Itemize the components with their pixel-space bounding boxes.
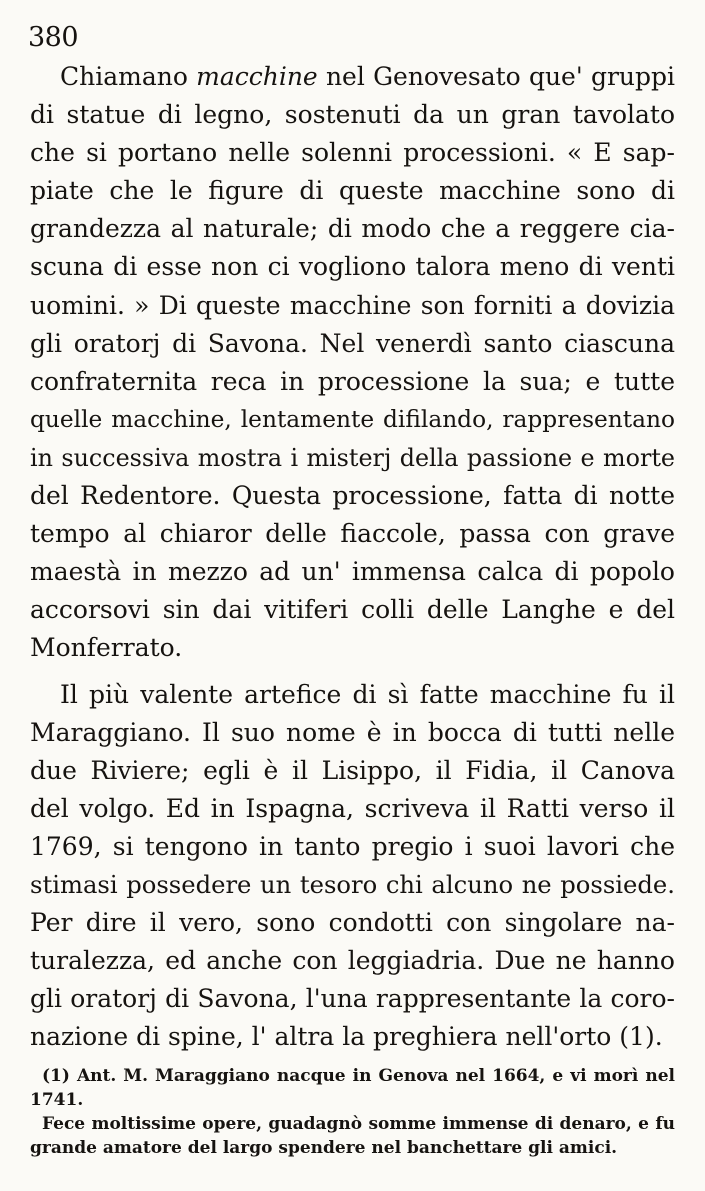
text-line: due Riviere; egli è il Lisippo, il Fidia, il Canova	[30, 755, 675, 785]
text-line: maestà in mezzo ad un' immensa calca di popolo	[30, 557, 675, 587]
text-line: turalezza, ed anche con leggiadria. Due ne hanno	[30, 946, 675, 976]
text-line: del volgo. Ed in Ispagna, scriveva il Ratti verso il	[30, 793, 675, 823]
text-line: tempo al chiaror delle fiaccole, passa con grave	[30, 519, 675, 549]
paragraph-2	[30, 676, 675, 1057]
text-line: grandezza al naturale; di modo che a reggere cia-	[30, 214, 675, 244]
text-line: piate che le figure di queste macchine sono di	[30, 176, 675, 206]
footnotes	[30, 1064, 675, 1160]
text-line: scuna di esse non ci vogliono talora meno di venti	[30, 252, 675, 282]
footnote-line: Fece moltissime opere, guadagnò somme immense di denaro, e fu	[42, 1114, 675, 1134]
text-line: Maraggiano. Il suo nome è in bocca di tutti nelle	[30, 717, 675, 747]
italic-term: macchine	[196, 62, 318, 91]
page-number: 380	[28, 22, 79, 53]
text-line: Per dire il vero, sono condotti con singolare na-	[30, 908, 675, 938]
paragraph-1	[30, 58, 675, 668]
text-line: Monferrato.	[30, 633, 183, 663]
footnote-line: grande amatore del largo spendere nel banchettare gli amici.	[30, 1138, 618, 1158]
text-line: che si portano nelle solenni processioni. « E sap-	[30, 138, 675, 168]
paragraph-gap	[30, 668, 675, 676]
text-line: del Redentore. Questa processione, fatta di notte	[30, 481, 675, 511]
footnote-line: 1741.	[30, 1090, 84, 1110]
main-text	[30, 58, 675, 1056]
text-line: Il più valente artefice di sì fatte macchine fu il	[60, 679, 675, 709]
text-line: di statue di legno, sostenuti da un gran tavolato	[30, 100, 675, 130]
text-line: 1769, si tengono in tanto pregio i suoi lavori che	[30, 831, 675, 861]
text-line: uomini. » Di queste macchine son forniti a dovizia	[30, 290, 675, 320]
text-line: stimasi possedere un tesoro chi alcuno ne possiede.	[30, 869, 675, 899]
text-line: nazione di spine, l' altra la preghiera nell'orto (1).	[30, 1022, 663, 1052]
text-line: quelle macchine, lentamente difilando, rappresentano	[30, 405, 675, 433]
text-line: confraternita reca in processione la sua; e tutte	[30, 366, 675, 396]
footnote-line: (1) Ant. M. Maraggiano nacque in Genova nel 1664, e vi morì nel	[42, 1066, 675, 1086]
text-line: gli oratorj di Savona. Nel venerdì santo ciascuna	[30, 328, 675, 358]
text-line: Chiamano macchine nel Genovesato que' gruppi	[60, 62, 675, 91]
text-line: accorsovi sin dai vitiferi colli delle Langhe e del	[30, 595, 675, 625]
text-line: in successiva mostra i misterj della passione e morte	[30, 443, 675, 472]
text-line: gli oratorj di Savona, l'una rappresentante la coro-	[30, 984, 675, 1014]
